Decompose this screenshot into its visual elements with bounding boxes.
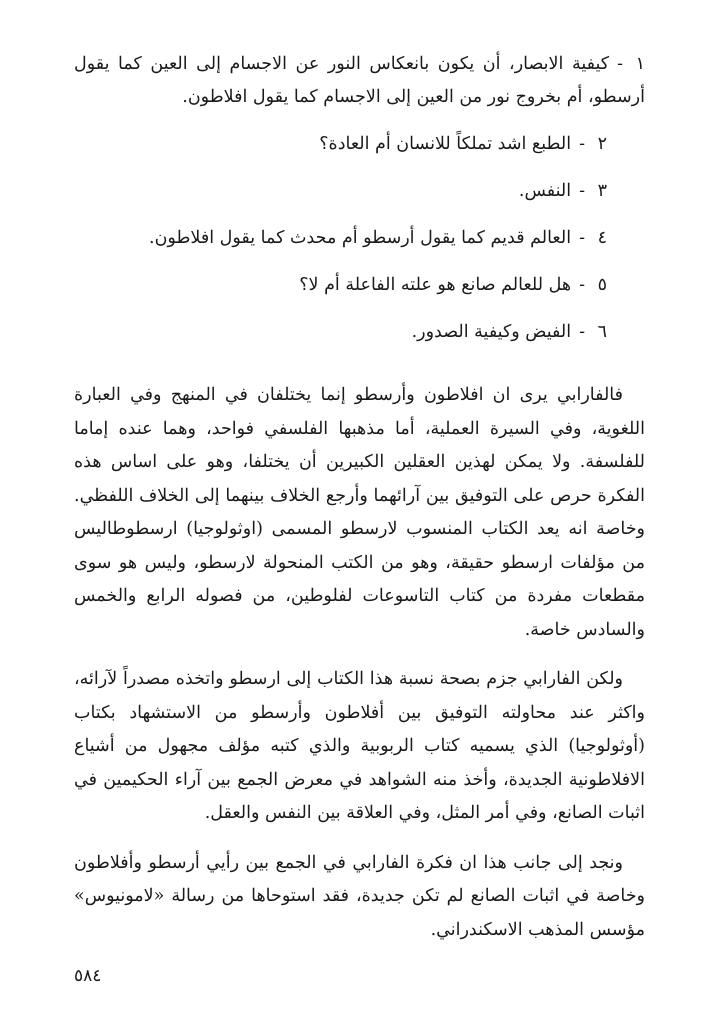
list-item-number: ١ [635,54,645,74]
list-item [74,222,645,255]
list-item [74,48,645,114]
list-item-dash: - [579,322,585,342]
list-item-text: العالم قديم كما يقول أرسطو أم محدث كما يقول افلاطون. [149,228,572,248]
list-item-text: هل للعالم صانع هو علته الفاعلة أم لا؟ [299,275,572,295]
body-paragraph: فالفارابي يرى ان افلاطون وأرسطو إنما يختلفان في المنهج وفي العبارة اللغوية، وفي السيرة العملية، أما مذهبها الفلسفي فواحد، وهما عنده إماما للفلسفة. ولا يمكن لهذين العقلين الكبيرين أن يختلفا، وهو على اساس هذه الفكرة حرص على التوفيق بين آرائهما وأرجع الخلاف بينهما إلى الخلاف اللفظي. وخاصة انه يعد الكتاب المنسوب لارسطو المسمى (اوثولوجيا) ارسطوطاليس من مؤلفات ارسطو حقيقة، وهو من الكتب المنحولة لارسطو، وليس هو سوى مقطعات مفردة من كتاب التاسوعات لفلوطين، من فصوله الرابع والخمس والسادس خاصة. [74,385,645,640]
list-item-text: النفس. [518,181,572,201]
list-item-number: ٦ [597,322,607,342]
body-paragraph: ونجد إلى جانب هذا ان فكرة الفارابي في الجمع بين رأيي أرسطو وأفلاطون وخاصة في اثبات الصانع لم تكن جديدة، فقد استوحاها من رسالة «لامونيوس» مؤسس المذهب الاسكندراني. [74,852,645,940]
list-item-number: ٤ [597,228,607,248]
list-item [74,269,645,302]
list-item-dash: - [579,181,585,201]
list-item [74,128,645,161]
list-item-text: كيفية الابصار، أن يكون بانعكاس النور عن الاجسام إلى العين كما يقول أرسطو، أم بخروج نور من العين إلى الاجسام كما يقول افلاطون. [74,54,645,107]
list-item [74,175,645,208]
list-item-number: ٣ [597,181,607,201]
list-item-dash: - [579,228,585,248]
body-paragraph: ولكن الفارابي جزم بصحة نسبة هذا الكتاب إلى ارسطو واتخذه مصدراً لآرائه، واكثر عند محاولته التوفيق بين أفلاطون وأرسطو من الاستشهاد بكتاب (أوثولوجيا) الذي يسميه كتاب الربوبية والذي كتبه مؤلف مجهول من أشياع الافلاطونية الجديدة، وأخذ منه الشواهد في معرض الجمع بين آراء الحكيمين في اثبات الصانع، وفي أمر المثل، وفي العلاقة بين النفس والعقل. [74,669,645,823]
list-item-dash: - [579,275,585,295]
page-number: ٥٨٤ [74,966,102,986]
list-item-text: الطبع اشد تملكاً للانسان أم العادة؟ [319,134,572,154]
list-item-number: ٥ [597,275,607,295]
list-item-dash: - [617,54,623,74]
list-item [74,316,645,349]
list-item-dash: - [579,134,585,154]
list-item-number: ٢ [597,134,607,154]
list-item-text: الفيض وكيفية الصدور. [411,322,572,342]
page-body [74,48,645,947]
numbered-list [74,48,645,349]
